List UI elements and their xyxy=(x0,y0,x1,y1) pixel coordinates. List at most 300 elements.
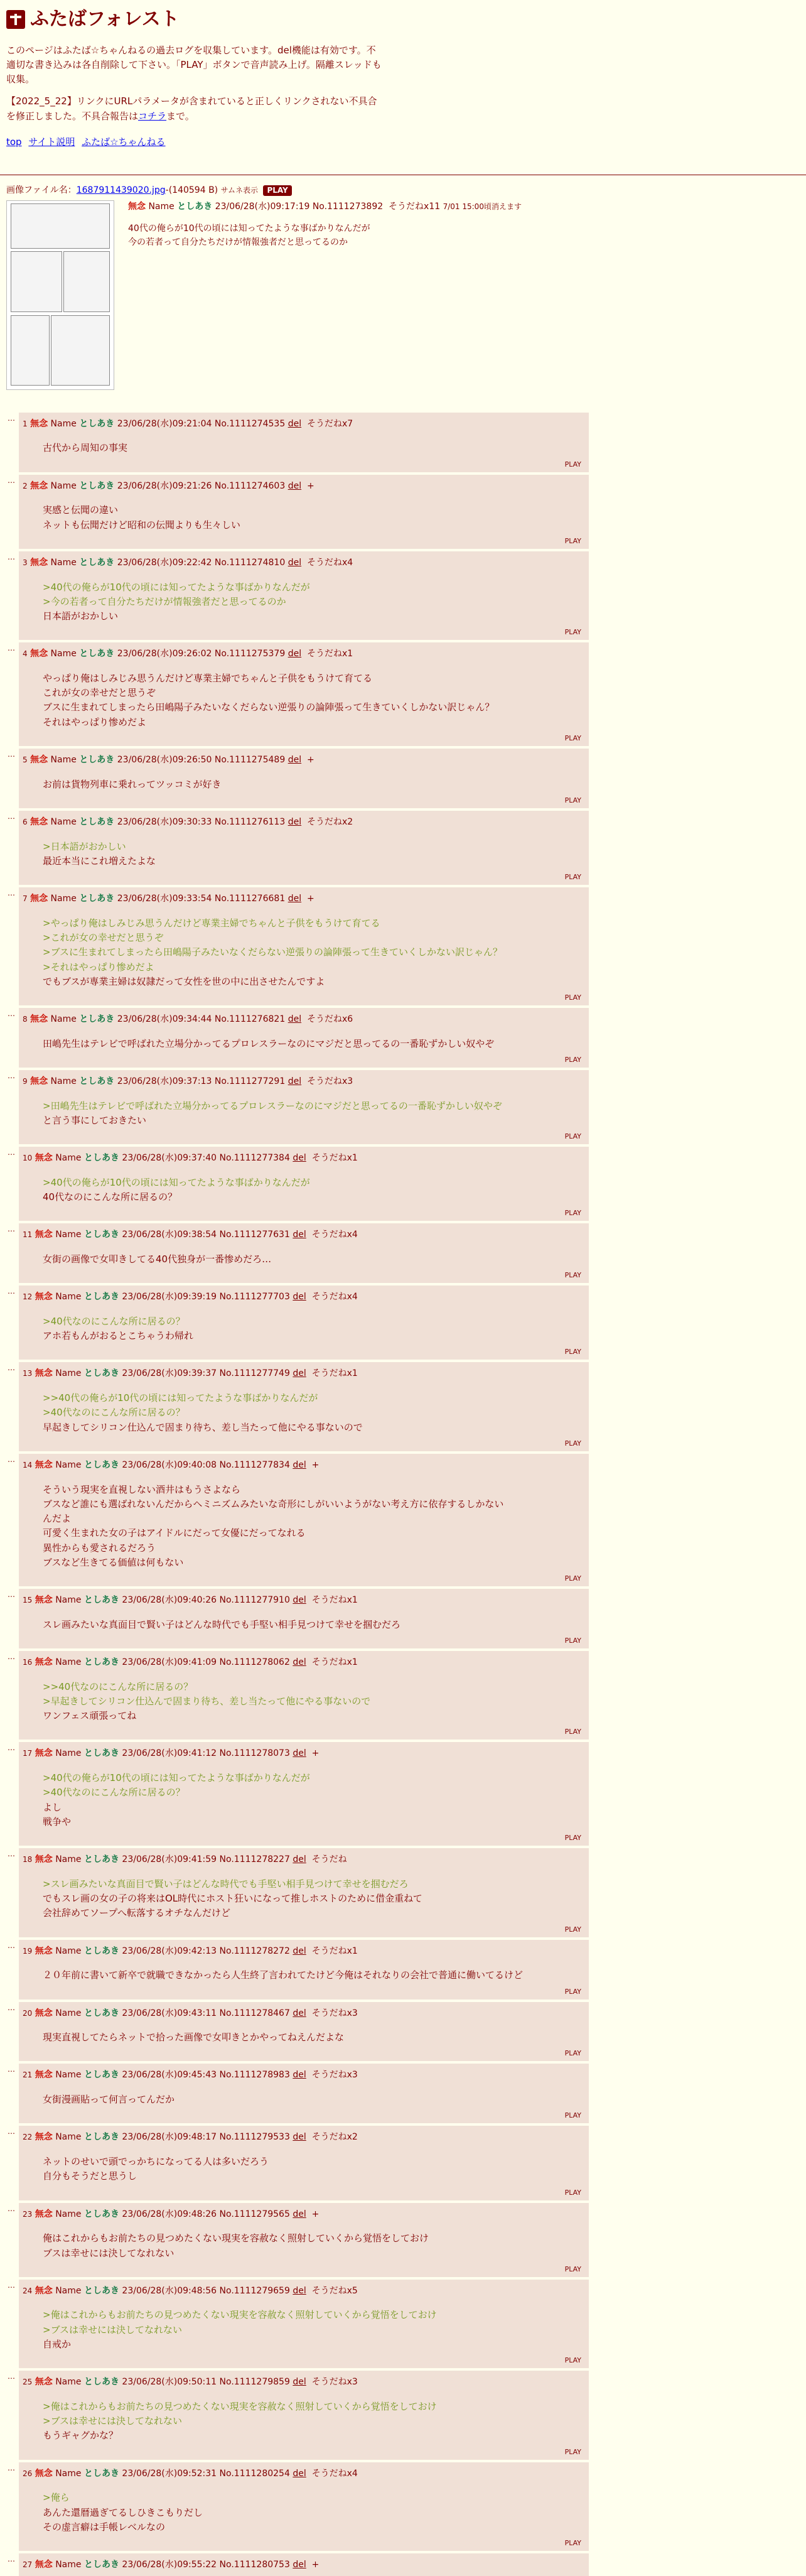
reply-index: 8 xyxy=(23,1015,28,1024)
reply-message xyxy=(43,1680,581,1724)
reply-play-button[interactable]: PLAY xyxy=(564,2539,581,2548)
quote-line: >早起きしてシリコン仕込んで固まり待ち、差し当たって他にやる事ないので xyxy=(43,1695,371,1707)
del-link[interactable]: del xyxy=(293,1368,306,1379)
del-link[interactable]: del xyxy=(287,557,302,568)
reply-index: 24 xyxy=(23,2286,33,2295)
reply-meta xyxy=(23,2069,581,2082)
reply-name: としあき xyxy=(83,2008,119,2018)
reply xyxy=(19,1285,589,1360)
reply-subject: 無念 xyxy=(30,557,48,568)
reply-index: 23 xyxy=(23,2209,33,2219)
soudane-button[interactable]: + xyxy=(306,480,314,491)
reply-play-button[interactable]: PLAY xyxy=(564,536,581,545)
reply-name: としあき xyxy=(83,1595,119,1606)
reply xyxy=(19,2064,589,2123)
reply-message xyxy=(43,2092,581,2107)
reply-number: No.1111274810 xyxy=(214,557,286,568)
reply-play-button[interactable]: PLAY xyxy=(564,1987,581,1996)
message-line: 現実直視してたらネットで拾った画像で女叩きとかやってねえんだよな xyxy=(43,2032,345,2043)
reply-name: としあき xyxy=(79,1076,115,1086)
del-link[interactable]: del xyxy=(287,754,302,765)
reply-name: としあき xyxy=(83,2377,119,2388)
nav-about-link[interactable]: サイト説明 xyxy=(28,136,75,148)
reply-marker: … xyxy=(8,2555,15,2564)
soudane-button[interactable]: + xyxy=(306,894,314,904)
reply-row xyxy=(8,2553,806,2576)
quote-line: >これが女の幸せだと思うぞ xyxy=(43,932,164,943)
reply-subject: 無念 xyxy=(30,894,48,904)
reply-subject: 無念 xyxy=(30,816,48,827)
reply-name-label: Name xyxy=(50,557,77,568)
soudane-button[interactable]: そうだねx1 xyxy=(306,649,353,659)
reply-subject: 無念 xyxy=(35,2008,53,2018)
reply-subject: 無念 xyxy=(35,2285,53,2296)
message-line: あんた還暦過ぎてるしひきこもりだし xyxy=(43,2506,203,2518)
op-expire: 7/01 15:00頃消えます xyxy=(443,202,522,211)
reply-index: 14 xyxy=(23,1460,33,1469)
reply xyxy=(19,475,589,549)
reply-marker: … xyxy=(8,475,15,485)
soudane-button[interactable]: そうだねx3 xyxy=(311,2008,358,2018)
reply-message xyxy=(43,1037,581,1051)
reply-meta xyxy=(23,418,581,431)
del-link[interactable]: del xyxy=(293,1748,306,1759)
reply-marker: … xyxy=(8,2127,15,2136)
del-link[interactable]: del xyxy=(293,1595,306,1606)
nav-futaba-link[interactable]: ふたば☆ちゃんねる xyxy=(82,136,166,148)
op-play-button[interactable]: PLAY xyxy=(263,185,291,196)
soudane-button[interactable]: そうだねx1 xyxy=(311,1946,358,1956)
reply-play-button[interactable]: PLAY xyxy=(564,733,581,742)
reply-subject: 無念 xyxy=(30,480,48,491)
reply-subject: 無念 xyxy=(35,2209,53,2219)
replies-list xyxy=(0,413,806,2576)
file-info: -(140594 B) xyxy=(165,185,218,195)
message-line: その虚言癖は手帳レベルなの xyxy=(43,2521,166,2533)
reply-index: 25 xyxy=(23,2378,33,2387)
message-line: ワンフェス頑張ってね xyxy=(43,1710,137,1722)
quote-line: >>40代なのにこんな所に居るの？ xyxy=(43,1680,193,1692)
soudane-button[interactable]: そうだねx4 xyxy=(311,1292,358,1302)
reply-play-button[interactable]: PLAY xyxy=(564,1348,581,1356)
reply-number: No.1111274535 xyxy=(214,418,286,429)
reply-index: 6 xyxy=(23,817,28,826)
op-message xyxy=(128,222,522,249)
del-link[interactable]: del xyxy=(293,1854,306,1865)
reply-marker: … xyxy=(8,1652,15,1661)
soudane-button[interactable]: そうだねx7 xyxy=(306,418,353,429)
reply-message xyxy=(43,1099,581,1128)
op-file-line xyxy=(6,184,800,198)
reply xyxy=(19,2553,589,2576)
reply-message xyxy=(43,503,581,533)
message-line: 俺はこれからもお前たちの見つめたくない現実を容赦なく照射していくから覚悟をしておけ xyxy=(43,2232,429,2244)
del-link[interactable]: del xyxy=(287,480,302,491)
reply-row xyxy=(8,1362,806,1451)
file-label: 画像ファイル名： xyxy=(6,185,77,195)
reply-name-label: Name xyxy=(55,1292,82,1302)
reply-date: 23/06/28(水)09:41:09 xyxy=(122,1657,217,1667)
reply-message xyxy=(43,2231,581,2261)
reply-message xyxy=(43,916,581,989)
reply-number: No.1111277384 xyxy=(219,1153,290,1164)
reply xyxy=(19,2371,589,2459)
reply-name: としあき xyxy=(83,1230,119,1240)
reply-message xyxy=(43,2491,581,2535)
soudane-button[interactable]: そうだねx1 xyxy=(311,1657,358,1667)
reply-name: としあき xyxy=(83,1153,119,1164)
del-link[interactable]: del xyxy=(293,2132,306,2143)
op-body xyxy=(6,200,800,390)
quote-line: >それはやっぱり惨めだよ xyxy=(43,961,154,973)
reply-subject: 無念 xyxy=(35,2560,53,2570)
reply-date: 23/06/28(水)09:55:22 xyxy=(122,2560,217,2570)
soudane-button[interactable]: そうだねx3 xyxy=(306,1076,353,1086)
reply-play-button[interactable]: PLAY xyxy=(564,1834,581,1843)
soudane-button[interactable]: + xyxy=(311,2560,320,2570)
del-link[interactable]: del xyxy=(287,894,302,904)
soudane-button[interactable]: + xyxy=(311,1459,320,1470)
message-line: 可愛く生まれた女の子はアイドルにだって女優にだってなれる xyxy=(43,1527,306,1539)
reply-meta xyxy=(23,2208,581,2222)
del-link[interactable]: del xyxy=(293,1459,306,1470)
reply-index: 21 xyxy=(23,2070,33,2080)
reply-message xyxy=(43,1252,581,1267)
del-link[interactable]: del xyxy=(287,649,302,659)
del-link[interactable]: del xyxy=(293,2377,306,2388)
soudane-button[interactable]: そうだね xyxy=(311,1854,347,1865)
reply-number: No.1111275379 xyxy=(214,649,286,659)
del-link[interactable]: del xyxy=(293,2209,306,2219)
message-line: もうギャグかな？ xyxy=(43,2430,119,2442)
bug-report-link[interactable]: コチラ xyxy=(138,110,167,122)
reply-play-button[interactable]: PLAY xyxy=(564,460,581,468)
reply-play-button[interactable]: PLAY xyxy=(564,2356,581,2365)
reply-subject: 無念 xyxy=(30,649,48,659)
reply xyxy=(19,642,589,746)
reply-name: としあき xyxy=(79,816,115,827)
reply-meta xyxy=(23,480,581,494)
reply-name-label: Name xyxy=(55,1748,82,1759)
op-soudane[interactable]: そうだねx11 xyxy=(389,201,441,212)
message-line: それはやっぱり惨めだよ xyxy=(43,716,147,728)
op-number: No.1111273892 xyxy=(312,201,384,212)
reply-number: No.1111278062 xyxy=(219,1657,290,1667)
reply-row xyxy=(8,2371,806,2459)
reply-name-label: Name xyxy=(50,418,77,429)
reply-row xyxy=(8,2203,806,2277)
op-thumbnail[interactable] xyxy=(6,200,114,390)
soudane-button[interactable]: そうだねx3 xyxy=(311,2070,358,2081)
reply xyxy=(19,2280,589,2368)
reply xyxy=(19,1589,589,1648)
quote-line: >俺はこれからもお前たちの見つめたくない現実を容赦なく照射していくから覚悟をしておけ xyxy=(43,2309,437,2321)
reply-row xyxy=(8,2064,806,2123)
reply-play-button[interactable]: PLAY xyxy=(564,1209,581,1218)
reply-marker: … xyxy=(8,749,15,759)
message-line: 自戒か xyxy=(43,2338,72,2350)
reply-row xyxy=(8,1742,806,1846)
reply-play-button[interactable]: PLAY xyxy=(564,993,581,1002)
reply-meta xyxy=(23,1594,581,1608)
message-line: 女街の画像で女叩きしてる40代独身が一番惨めだろ… xyxy=(43,1253,272,1265)
reply-row xyxy=(8,1454,806,1586)
reply-name: としあき xyxy=(83,2209,119,2219)
del-link[interactable]: del xyxy=(293,1153,306,1164)
reply-name-label: Name xyxy=(55,2132,82,2143)
soudane-button[interactable]: そうだねx4 xyxy=(311,1230,358,1240)
reply-row xyxy=(8,642,806,746)
reply-name: としあき xyxy=(79,754,115,765)
message-line: と言う事にしておきたい xyxy=(43,1114,147,1126)
reply xyxy=(19,413,589,472)
op-post xyxy=(0,175,806,390)
soudane-button[interactable]: + xyxy=(311,1748,320,1759)
op-line: 今の若者って自分たちだけが情報強者だと思ってるのか xyxy=(128,237,348,248)
reply-name: としあき xyxy=(83,1459,119,1470)
reply-row xyxy=(8,2462,806,2551)
del-link[interactable]: del xyxy=(287,1014,302,1024)
reply-name-label: Name xyxy=(55,1854,82,1865)
site-title: ふたばフォレスト xyxy=(30,8,180,30)
message-line: スレ画みたいな真面目で賢い子はどんな時代でも手堅い相手見つけて幸せを掴むだろ xyxy=(43,1618,401,1630)
reply-message xyxy=(43,2308,581,2352)
reply-message xyxy=(43,1968,581,1983)
reply-meta xyxy=(23,2467,581,2481)
reply xyxy=(19,1147,589,1221)
reply xyxy=(19,887,589,1005)
del-link[interactable]: del xyxy=(287,1076,302,1086)
reply xyxy=(19,1223,589,1283)
reply-marker: … xyxy=(8,2003,15,2012)
reply-meta xyxy=(23,892,581,906)
reply-number: No.1111280254 xyxy=(219,2468,290,2479)
reply-play-button[interactable]: PLAY xyxy=(564,1637,581,1645)
reply-number: No.1111278272 xyxy=(219,1946,290,1956)
reply-play-button[interactable]: PLAY xyxy=(564,1132,581,1141)
soudane-button[interactable]: そうだねx1 xyxy=(311,1368,358,1379)
reply-play-button[interactable]: PLAY xyxy=(564,1271,581,1280)
del-link[interactable]: del xyxy=(287,418,302,429)
reply-number: No.1111278073 xyxy=(219,1748,290,1759)
reply-date: 23/06/28(水)09:21:04 xyxy=(117,418,212,429)
reply-index: 7 xyxy=(23,894,28,904)
reply-date: 23/06/28(水)09:52:31 xyxy=(122,2468,217,2479)
op-name: としあき xyxy=(177,201,213,212)
soudane-button[interactable]: そうだねx2 xyxy=(306,816,353,827)
message-line: やっぱり俺はしみじみ思うんだけど専業主婦でちゃんと子供をもうけて育てる xyxy=(43,672,373,684)
message-line: でもスレ画の女の子の将来はOL時代にホスト狂いになって推しホストのために借金重ねて xyxy=(43,1893,422,1905)
del-link[interactable]: del xyxy=(293,2285,306,2296)
reply-subject: 無念 xyxy=(35,1230,53,1240)
reply-row xyxy=(8,2002,806,2062)
del-link[interactable]: del xyxy=(293,2560,306,2570)
del-link[interactable]: del xyxy=(287,816,302,827)
op-file-link[interactable]: 1687911439020.jpg xyxy=(76,185,166,195)
op-name-label: Name xyxy=(148,201,175,212)
reply xyxy=(19,2002,589,2062)
soudane-button[interactable]: そうだねx5 xyxy=(311,2285,358,2296)
intro xyxy=(6,43,383,124)
reply-marker: … xyxy=(8,1743,15,1753)
reply-date: 23/06/28(水)09:43:11 xyxy=(122,2008,217,2018)
reply-play-button[interactable]: PLAY xyxy=(564,873,581,882)
del-link[interactable]: del xyxy=(293,1230,306,1240)
reply-subject: 無念 xyxy=(35,1459,53,1470)
reply-meta xyxy=(23,1228,581,1242)
reply-message xyxy=(43,2030,581,2045)
reply-play-button[interactable]: PLAY xyxy=(564,2447,581,2456)
reply-message xyxy=(43,671,581,730)
op-subject: 無念 xyxy=(128,201,146,212)
soudane-button[interactable]: そうだねx1 xyxy=(311,1153,358,1164)
quote-line: >40代なのにこんな所に居るの？ xyxy=(43,1407,185,1419)
reply-number: No.1111274603 xyxy=(214,480,286,491)
reply-meta xyxy=(23,1747,581,1761)
reply-index: 12 xyxy=(23,1292,33,1302)
reply-name: としあき xyxy=(83,1292,119,1302)
reply xyxy=(19,1848,589,1937)
reply-name: としあき xyxy=(83,1748,119,1759)
reply-index: 18 xyxy=(23,1855,33,1864)
reply-play-button[interactable]: PLAY xyxy=(564,1574,581,1583)
reply-number: No.1111279565 xyxy=(219,2209,290,2219)
reply-meta xyxy=(23,1367,581,1381)
message-line: ブスに生まれてしまったら田嶋陽子みたいなくだらない逆張りの論陣張って生きていくしかない訳じゃん？ xyxy=(43,701,495,713)
reply-subject: 無念 xyxy=(35,1292,53,1302)
del-link[interactable]: del xyxy=(293,1946,306,1956)
reply-play-button[interactable]: PLAY xyxy=(564,2049,581,2058)
reply-name-label: Name xyxy=(55,1230,82,1240)
soudane-button[interactable]: そうだねx4 xyxy=(311,2468,358,2479)
reply xyxy=(19,2462,589,2551)
reply-date: 23/06/28(水)09:37:13 xyxy=(117,1076,212,1086)
soudane-button[interactable]: + xyxy=(311,2209,320,2219)
reply-marker: … xyxy=(8,413,15,423)
reply-date: 23/06/28(水)09:42:13 xyxy=(122,1946,217,1956)
reply-meta xyxy=(23,816,581,830)
reply-play-button[interactable]: PLAY xyxy=(564,796,581,804)
reply-row xyxy=(8,2126,806,2200)
message-line: 40代なのにこんな所に居るの？ xyxy=(43,1191,178,1203)
reply-index: 10 xyxy=(23,1154,33,1163)
reply-play-button[interactable]: PLAY xyxy=(564,1925,581,1934)
reply-name: としあき xyxy=(83,2285,119,2296)
op-date: 23/06/28(水)09:17:19 xyxy=(215,201,310,212)
reply-play-button[interactable]: PLAY xyxy=(564,1055,581,1064)
reply-marker: … xyxy=(8,1148,15,1157)
quote-line: >40代なのにこんな所に居るの？ xyxy=(43,1787,185,1799)
message-line: ブスなど誰にも選ばれないんだからヘミニズムみたいな奇形にしがいいようがない考え方に依存するしかない xyxy=(43,1498,504,1510)
reply-meta xyxy=(23,2558,581,2572)
reply-meta xyxy=(23,1075,581,1089)
reply-message xyxy=(43,777,581,792)
message-line: 最近本当にこれ増えたよな xyxy=(43,855,156,867)
reply-date: 23/06/28(水)09:41:12 xyxy=(122,1748,217,1759)
reply-row xyxy=(8,1008,806,1068)
message-line: お前は貨物列車に乗れってツッコミが好き xyxy=(43,778,222,790)
soudane-button[interactable]: そうだねx1 xyxy=(311,1595,358,1606)
intro-text-2a: 【2022_5_22】リンクにURLパラメータが含まれていると正しくリンクされない不具合を修正しました。不具合報告は xyxy=(6,95,377,122)
reply-marker: … xyxy=(8,2463,15,2472)
soudane-button[interactable]: そうだねx2 xyxy=(311,2132,358,2143)
reply-name: としあき xyxy=(83,1368,119,1379)
nav-top-link[interactable]: top xyxy=(6,136,22,148)
intro-text-1: このページはふたば☆ちゃんねるの過去ログを収集しています。del機能は有効です。不適切な書き込みは各自削除して下さい。「PLAY」ボタンで音声読み上げ。隔離スレッドも収集。 xyxy=(6,44,382,85)
reply xyxy=(19,1651,589,1740)
del-link[interactable]: del xyxy=(293,2008,306,2018)
reply-row xyxy=(8,1589,806,1648)
reply-marker: … xyxy=(8,1363,15,1373)
reply-play-button[interactable]: PLAY xyxy=(564,1728,581,1736)
reply-name: としあき xyxy=(79,894,115,904)
reply-number: No.1111279533 xyxy=(219,2132,290,2143)
del-link[interactable]: del xyxy=(293,2468,306,2479)
del-link[interactable]: del xyxy=(293,1657,306,1667)
message-line: 田嶋先生はテレビで呼ばれた立場分かってるプロレスラーなのにマジだと思ってるの一番恥ずかしい奴やぞ xyxy=(43,1037,495,1049)
reply-name: としあき xyxy=(83,2468,119,2479)
reply-marker: … xyxy=(8,1590,15,1599)
reply-message xyxy=(43,840,581,869)
reply-play-button[interactable]: PLAY xyxy=(564,1439,581,1448)
reply-play-button[interactable]: PLAY xyxy=(564,2188,581,2197)
reply xyxy=(19,811,589,885)
soudane-button[interactable]: そうだねx3 xyxy=(311,2377,358,2388)
reply-marker: … xyxy=(8,1940,15,1950)
reply-name: としあき xyxy=(79,480,115,491)
reply-play-button[interactable]: PLAY xyxy=(564,2265,581,2273)
op-line: 40代の俺らが10代の頃には知ってたような事ばかりなんだが xyxy=(128,224,370,234)
quote-line: >やっぱり俺はしみじみ思うんだけど専業主婦でちゃんと子供をもうけて育てる xyxy=(43,917,380,929)
reply-index: 1 xyxy=(23,419,28,428)
reply-subject: 無念 xyxy=(35,1946,53,1956)
soudane-button[interactable]: そうだねx6 xyxy=(306,1014,353,1024)
reply-marker: … xyxy=(8,552,15,561)
message-line: 戦争や xyxy=(43,1816,72,1827)
reply-play-button[interactable]: PLAY xyxy=(564,628,581,637)
message-line: これが女の幸せだと思うぞ xyxy=(43,687,156,699)
del-link[interactable]: del xyxy=(293,2070,306,2081)
reply-name-label: Name xyxy=(55,1657,82,1667)
reply-message xyxy=(43,2400,581,2443)
reply-subject: 無念 xyxy=(35,1854,53,1865)
message-line: でもブスが専業主婦は奴隷だって女性を世の中に出させたんですよ xyxy=(43,975,325,987)
reply-marker: … xyxy=(8,2065,15,2074)
reply-name-label: Name xyxy=(55,2008,82,2018)
reply-message xyxy=(43,1618,581,1632)
del-link[interactable]: del xyxy=(293,1292,306,1302)
reply-meta xyxy=(23,647,581,661)
reply-row xyxy=(8,1070,806,1144)
soudane-button[interactable]: + xyxy=(306,754,314,765)
quote-line: >スレ画みたいな真面目で賢い子はどんな時代でも手堅い相手見つけて幸せを掴むだろ xyxy=(43,1878,409,1890)
reply-index: 4 xyxy=(23,649,28,659)
reply-name-label: Name xyxy=(55,1946,82,1956)
reply-date: 23/06/28(水)09:45:43 xyxy=(122,2070,217,2081)
reply-date: 23/06/28(水)09:39:19 xyxy=(122,1292,217,1302)
reply-play-button[interactable]: PLAY xyxy=(564,2111,581,2120)
reply-date: 23/06/28(水)09:34:44 xyxy=(117,1014,212,1024)
reply-marker: … xyxy=(8,1225,15,1234)
message-line: 女街漫画貼って何言ってんだか xyxy=(43,2094,175,2106)
soudane-button[interactable]: そうだねx4 xyxy=(306,557,353,568)
reply-date: 23/06/28(水)09:50:11 xyxy=(122,2377,217,2388)
reply-number: No.1111277291 xyxy=(214,1076,286,1086)
message-line: 早起きしてシリコン仕込んで固まり待ち、差し当たって他にやる事ないので xyxy=(43,1421,363,1433)
reply-message xyxy=(43,1391,581,1435)
reply-name-label: Name xyxy=(55,2377,82,2388)
reply-message xyxy=(43,1877,581,1921)
